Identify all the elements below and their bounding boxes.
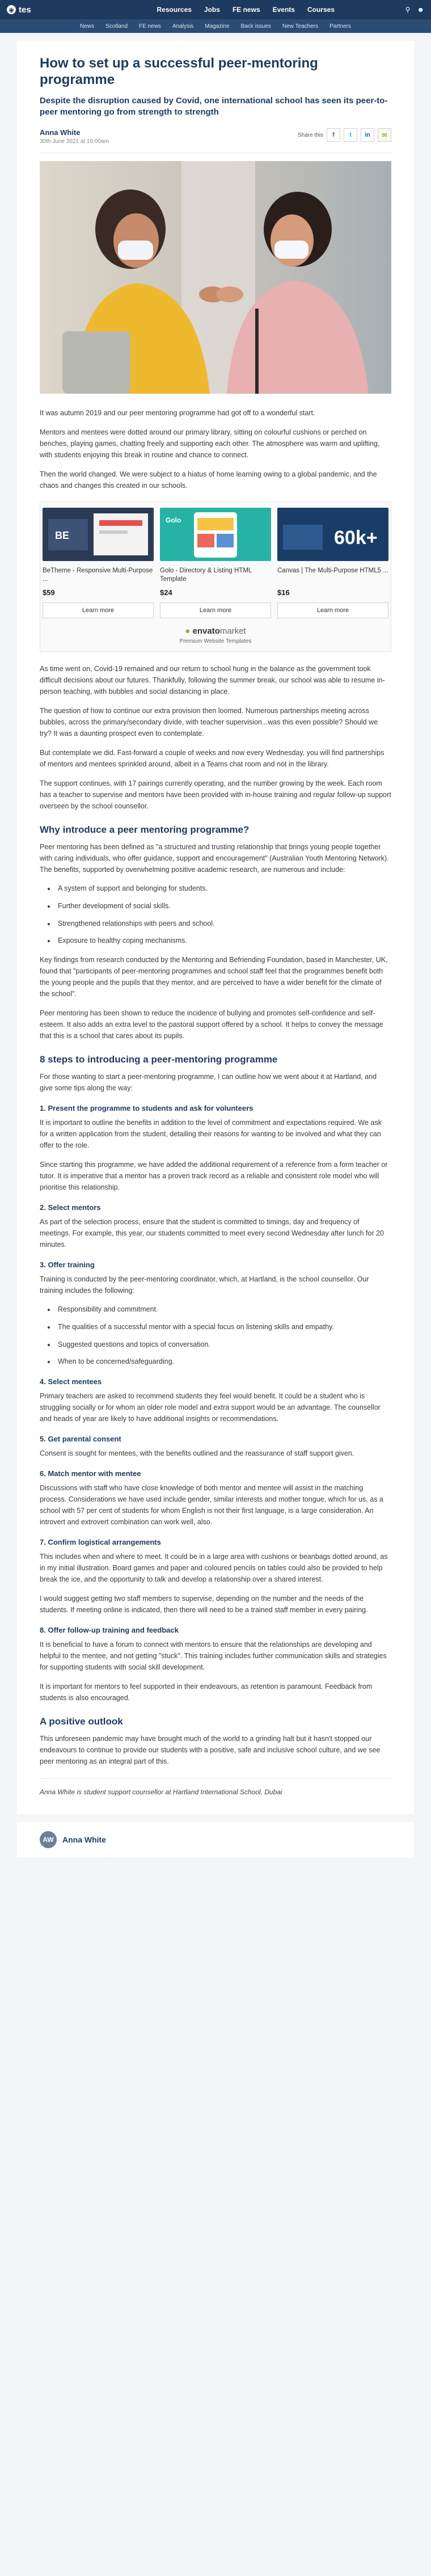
ad-title[interactable]: Canvas | The Multi-Purpose HTML5 ... — [277, 567, 388, 575]
publish-date: 30th June 2021 at 10:00am — [40, 138, 109, 145]
step-3-paragraph: Training is conducted by the peer-mentoring coordinator, which, at Hartland, is the school counsellor. Our training includes the following: — [40, 1275, 369, 1295]
ad-price: $59 — [43, 588, 55, 597]
list-item: • Suggested questions and topics of conversation. — [56, 1339, 391, 1350]
header-icons — [405, 6, 424, 14]
ad-thumb-text: Golo — [166, 516, 181, 525]
tes-logo-icon: ◉ — [7, 5, 16, 14]
article-standfirst: Despite the disruption caused by Covid, one international school has seen its peer-to-peer mentoring go from strength to strength — [40, 95, 388, 117]
ad-thumb-text: 60k+ — [334, 527, 378, 549]
tes-logo[interactable]: ◉ tes — [7, 5, 86, 15]
avatar: AW — [40, 1831, 57, 1848]
envato-market-logo[interactable]: ● envatomarket — [185, 626, 246, 636]
step-7-paragraph-2: I would suggest getting two staff members to supervise, depending on the number and the needs of the students. If meeting online is indicated, then there will need to be a trained staff member in every pairing. — [40, 1595, 368, 1614]
step-2-paragraph: As part of the selection process, ensure that the student is committed to timings, day and frequency of meetings. For example, this year, our students committed to meet every second Wednesday after lunch for 20 minutes. — [40, 1218, 384, 1249]
benefits-list — [50, 883, 391, 946]
linkedin-share-button[interactable]: in — [361, 128, 374, 142]
body-paragraph-3: But contemplate we did. Fast-forward a couple of weeks and now every Wednesday, you will find partnerships of mentors and mentees sprinkled around, albeit in a Teams chat room and not in the library. — [40, 749, 384, 769]
ad-price: $16 — [277, 588, 290, 597]
list-item: • When to be concerned/safeguarding. — [56, 1356, 391, 1367]
subnav-news[interactable]: News — [80, 23, 95, 29]
article-meta — [40, 128, 391, 153]
body-paragraph-2: The question of how to continue our extra provision then loomed. Numerous partnerships meeting across bubbles, across the primary/secondary divide, with teacher supervision...was this even possible? Should we try? It was a daunting prospect even to contemplate. — [40, 707, 378, 738]
step-7-paragraph-1: This includes when and where to meet. It could be in a large area with cushions or beanbags dotted around, as in my initial illustration. Board games and paper and coloured pencils on tables could also be provided to help break the ice, and the opportunity to talk and develop a relationship over a shared interest. — [40, 1553, 388, 1584]
nav-fe-news[interactable]: FE news — [232, 6, 260, 14]
list-item: • The qualities of a successful mentor with a special focus on listening skills and empathy. — [56, 1322, 391, 1333]
top-navigation-bar — [0, 0, 431, 19]
nav-courses[interactable]: Courses — [307, 6, 335, 14]
ad-caption: Premium Website Templates — [179, 638, 252, 645]
share-label: Share this — [297, 132, 323, 138]
article-title: How to set up a successful peer-mentoring programme — [40, 56, 318, 87]
subnav-analysis[interactable]: Analysis — [172, 23, 194, 29]
list-item: • Exposure to healthy coping mechanisms. — [56, 935, 391, 946]
twitter-share-button[interactable]: t — [344, 128, 357, 142]
step-1-heading: 1. Present the programme to students and ask for volunteers — [40, 1104, 253, 1113]
ad-learn-more-button[interactable]: Learn more — [43, 602, 154, 618]
intro-paragraph-1: It was autumn 2019 and our peer mentoring programme had got off to a wonderful start. — [40, 409, 315, 418]
article-card — [17, 41, 414, 1814]
ad-item-betheme[interactable] — [43, 508, 154, 618]
why-intro: Peer mentoring has been defined as "a structured and trusting relationship that brings young people together with caring individuals, who offer guidance, support and encouragement" (Australian Youth Mentoring Network). The benefits, supported by overwhelming positive academic research, are numerous and include: — [40, 843, 389, 874]
step-3-heading: 3. Offer training — [40, 1260, 95, 1270]
body-paragraph-4: The support continues, with 17 pairings currently operating, and the number growing by the week. Each room has a teacher to supervise and mentors have been provided with in-house training and regular follow-up support overseen by the school counsellor. — [40, 779, 391, 811]
ad-item-canvas[interactable] — [277, 508, 388, 618]
steps-heading: 8 steps to introducing a peer-mentoring programme — [40, 1054, 278, 1065]
user-icon[interactable]: ☻ — [417, 6, 424, 14]
subnav-back-issues[interactable]: Back issues — [240, 23, 271, 29]
why-paragraph-2: Peer mentoring has been shown to reduce the incidence of bullying and promotes self-confidence and self-esteem. It also adds an extra level to the pastoral support offered by a school. It helps to convey the message that this is a school that cares about its pupils. — [40, 1009, 383, 1040]
share-bar — [298, 128, 391, 142]
step-4-paragraph: Primary teachers are asked to recommend students they feel would benefit. It could be a student who is struggling socially or for whom an older role model and extra support would be an advantage. The counsellor and heads of year are likely to have additional insights or recommendations. — [40, 1392, 381, 1423]
step-6-paragraph: Discussions with staff who have close knowledge of both mentor and mentee will assist in the matching process. Considerations we have used include gender, similar interests and mother tongue, which for us, as a school with 57 per cent of students for whom English is not their first language, is a large consideration. An introvert and extrovert combination can work well, also. — [40, 1484, 383, 1527]
subnav-scotland[interactable]: Scotland — [105, 23, 128, 29]
author-box-name[interactable]: Anna White — [62, 1835, 106, 1845]
ad-learn-more-button[interactable]: Learn more — [160, 602, 271, 618]
nav-jobs[interactable]: Jobs — [204, 6, 220, 14]
ad-thumbnail-graphic — [160, 508, 271, 561]
ad-title[interactable]: Golo - Directory & Listing HTML Template — [160, 567, 252, 583]
search-icon[interactable]: ⚲ — [405, 6, 411, 14]
author-name[interactable]: Anna White — [40, 128, 81, 137]
body-paragraph-1: As time went on, Covid-19 remained and our return to school hung in the balance as the government took difficult decisions about our futures. Thankfully, following the summer break, our school was able to resume in-person teaching, with bubbles and social distancing in place. — [40, 665, 385, 696]
ad-title[interactable]: BeTheme - Responsive Multi-Purpose ... — [43, 567, 153, 583]
ad-item-golo[interactable] — [160, 508, 271, 618]
advertisement — [40, 501, 391, 652]
list-item: • Further development of social skills. — [56, 901, 391, 912]
subnav-magazine[interactable]: Magazine — [205, 23, 230, 29]
list-item: • A system of support and belonging for students. — [56, 883, 391, 894]
training-list — [50, 1304, 391, 1367]
step-1-paragraph-2: Since starting this programme, we have added the additional requirement of a reference from a form teacher or tutor. It is imperative that a mentor has a proven track record as a reliable and consistent role model who will prioritise this relationship. — [40, 1161, 388, 1192]
hero-illustration — [40, 161, 391, 394]
why-heading: Why introduce a peer mentoring programme? — [40, 824, 250, 836]
step-5-paragraph: Consent is sought for mentees, with the benefits outlined and the reassurance of staff support given. — [40, 1449, 354, 1458]
steps-intro: For those wanting to start a peer-mentoring programme, I can outline how we went about it at Hartland, and give some tips along the way: — [40, 1073, 377, 1093]
ad-thumb-text: BE — [55, 530, 70, 542]
why-paragraph-1: Key findings from research conducted by the Mentoring and Befriending Foundation, based in Manchester, UK, found that "participants of peer-mentoring programmes and school staff feel that the programmes benefit both the young people and the pupils that they mentor, and are perceived to have a wider benefit for the climate of the school". — [40, 956, 388, 998]
author-bio: Anna White is student support counsellor at Hartland International School, Dubai — [40, 1778, 391, 1797]
step-8-paragraph-2: It is important for mentors to feel supported in their endeavours, as retention is paramount. Feedback from students is also encouraged. — [40, 1683, 373, 1702]
outlook-paragraph: This unforeseen pandemic may have brought much of the world to a grinding halt but it hasn't stopped our endeavours to continue to provide our students with a positive, safe and inclusive school culture, and we see peer mentoring as an integral part of this. — [40, 1735, 381, 1766]
ad-thumbnail[interactable] — [277, 508, 388, 561]
step-4-heading: 4. Select mentees — [40, 1377, 102, 1386]
facebook-share-button[interactable]: f — [327, 128, 340, 142]
intro-paragraph-3: Then the world changed. We were subject to a hiatus of home learning owing to a global pandemic, and the chaos and changes this created in our schools. — [40, 470, 377, 490]
sub-navigation-bar — [0, 19, 431, 33]
ad-thumbnail[interactable] — [160, 508, 271, 561]
ad-price: $24 — [160, 588, 172, 597]
step-7-heading: 7. Confirm logistical arrangements — [40, 1538, 161, 1547]
list-item: • Responsibility and commitment. — [56, 1304, 391, 1315]
ad-learn-more-button[interactable]: Learn more — [277, 602, 388, 618]
list-item: • Strengthened relationships with peers and school. — [56, 918, 391, 929]
step-5-heading: 5. Get parental consent — [40, 1435, 121, 1444]
step-8-paragraph-1: It is beneficial to have a forum to connect with mentors to ensure that the relationships are developing and helpful to the mentee, and not getting "stuck". This training includes further communication skills and strategies for supporting students with social skill development. — [40, 1641, 387, 1672]
step-8-heading: 8. Offer follow-up training and feedback — [40, 1626, 179, 1635]
step-6-heading: 6. Match mentor with mentee — [40, 1469, 141, 1478]
hero-image — [40, 161, 391, 394]
step-2-heading: 2. Select mentors — [40, 1203, 101, 1212]
main-nav — [86, 6, 405, 14]
intro-paragraph-2: Mentors and mentees were dotted around our primary library, sitting on colourful cushions or perched on benches, playing games, chatting freely and supporting each other. The atmosphere was warm and uplifting, with students enjoying this break in routine and chance to connect. — [40, 428, 380, 459]
outlook-heading: A positive outlook — [40, 1716, 123, 1727]
nav-events[interactable]: Events — [272, 6, 295, 14]
email-share-button[interactable]: ✉ — [378, 128, 391, 142]
ad-thumbnail-graphic — [277, 508, 388, 561]
subnav-fe-news[interactable]: FE news — [139, 23, 161, 29]
subnav-new-teachers[interactable]: New Teachers — [282, 23, 319, 29]
envato-leaf-icon: ● — [185, 626, 191, 636]
step-1-paragraph-1: It is important to outline the benefits in addition to the level of commitment and expectations required. We ask for a written application from the student, detailing their reasons for wanting to be involved and what they can offer to the role. — [40, 1119, 382, 1150]
ad-thumbnail[interactable] — [43, 508, 154, 561]
nav-resources[interactable]: Resources — [157, 6, 192, 14]
author-box[interactable] — [17, 1822, 414, 1857]
subnav-partners[interactable]: Partners — [329, 23, 351, 29]
ad-thumbnail-graphic — [43, 508, 154, 561]
